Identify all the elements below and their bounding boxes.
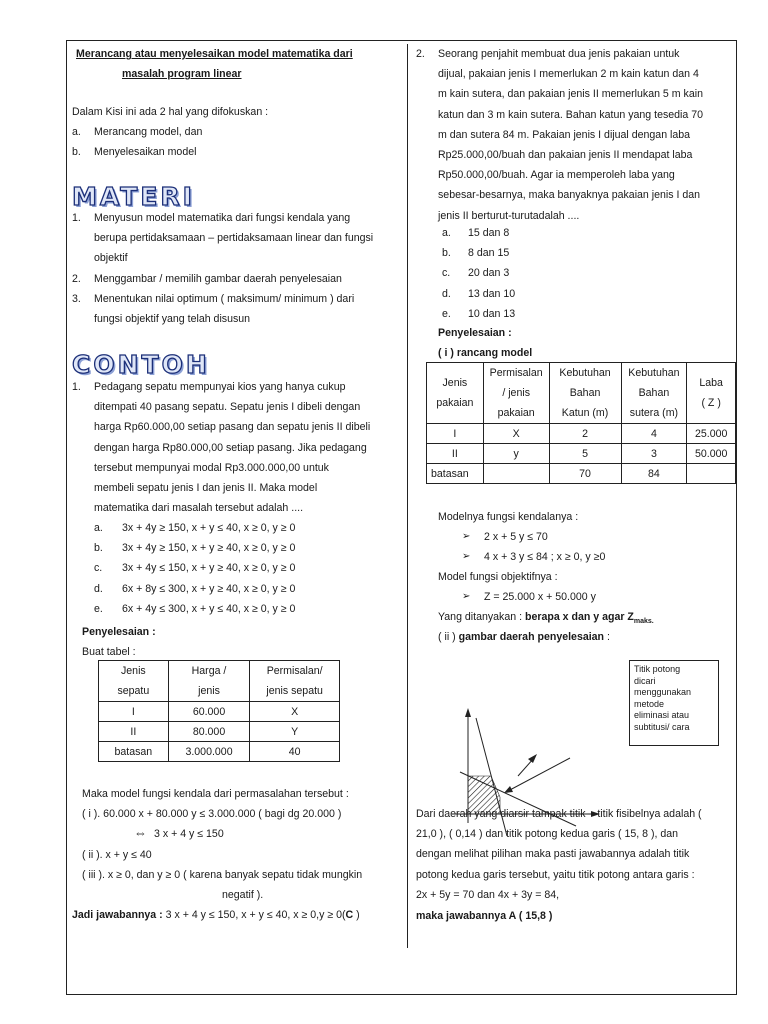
gambar-bold: gambar daerah penyelesaian [458, 631, 605, 643]
materi-item-text: fungsi objektif yang telah disusun [94, 313, 251, 325]
ditanya-line [438, 611, 654, 625]
table-row [99, 722, 340, 742]
table-cell: 70 [549, 464, 621, 484]
table-header-cell: Harga / jenis [168, 661, 250, 702]
table-row [99, 742, 340, 762]
conclusion-line: Dari daerah yang diarsir tampak titik – titik fisibelnya adalah ( [416, 808, 702, 820]
table-cell: 4 [621, 424, 687, 444]
table-header-cell: Kebutuhan Bahan Katun (m) [549, 363, 621, 424]
step-ii: ( ii ). x + y ≤ 40 [82, 849, 152, 861]
question-2-line: dijual, pakaian jenis I memerlukan 2 m kain katun dan 4 [438, 68, 699, 81]
option-label: d. [94, 582, 103, 595]
conclusion-line: 21,0 ), ( 0,14 ) dan titik potong kedua garis ( 15, 8 ), dan [416, 828, 679, 841]
option-label: b. [94, 542, 103, 555]
table-cell: I [427, 424, 484, 444]
option-text: 3x + 4y ≤ 150, x + y ≥ 40, x ≥ 0, y ≥ 0 [122, 562, 296, 575]
question-1-line: ditempati 40 pasang sepatu. Sepatu jenis I dibeli dengan [94, 401, 361, 414]
callout-line: metode [634, 698, 665, 709]
answer-label: Jadi jawabannya : [72, 909, 163, 921]
materi-item-number: 1. [72, 212, 81, 224]
y-axis-arrowhead [465, 708, 471, 717]
materi-item-number: 3. [72, 292, 81, 305]
answer-letter: C [345, 909, 354, 921]
ditanya-subscript: maks. [633, 618, 654, 626]
table-cell: 40 [250, 742, 340, 762]
question-2-line: m kain sutera, dan pakaian jenis II memerlukan 5 m kain [438, 88, 703, 101]
callout-pointer-line [508, 758, 570, 791]
arrowhead-bullet-icon: ➢ [462, 531, 471, 542]
gambar-line [438, 631, 610, 643]
ditanya-prefix: Yang ditanyakan : [438, 611, 525, 623]
gambar-prefix: ( ii ) [438, 631, 459, 643]
conclusion-line: potong kedua garis tersebut, yaitu titik potong antara garis : [416, 868, 695, 881]
intro-b-text: Menyelesaikan model [94, 146, 197, 158]
option-text: 3x + 4y ≥ 150, x + y ≥ 40, x ≥ 0, y ≥ 0 [122, 542, 296, 555]
callout-line: Titik potong [634, 664, 681, 674]
question-2-line: Rp25.000,00/buah dan pakaian jenis II mendapat laba [438, 149, 693, 161]
table-cell: II [427, 444, 484, 464]
question-1-line: dengan harga Rp80.000,00 setiap pasang. Jika pedagang [94, 441, 367, 454]
table-cell: II [99, 722, 169, 742]
question-1-line: matematika dari masalah tersebut adalah .... [94, 502, 304, 515]
question-2-line: Seorang penjahit membuat dua jenis pakaian untuk [438, 48, 680, 60]
materi-item-number: 2. [72, 272, 81, 285]
option-label: e. [94, 602, 103, 615]
materi-heading: MATERI [72, 182, 195, 211]
table-cell: 60.000 [168, 702, 250, 722]
table-cell: 84 [621, 464, 687, 484]
callout-arrowhead-icon-2 [528, 754, 537, 763]
conclusion-line: 2x + 5y = 70 dan 4x + 3y = 84, [416, 888, 560, 901]
table-cell: 80.000 [168, 722, 250, 742]
question-1-line: Pedagang sepatu mempunyai kios yang hanya cukup [94, 381, 346, 393]
step-i-result: 3 x + 4 y ≤ 150 [154, 828, 224, 840]
option-text: 6x + 8y ≤ 300, x + y ≥ 40, x ≥ 0, y ≥ 0 [122, 582, 296, 595]
table-header-cell: Jenis pakaian [427, 363, 484, 424]
question-1-line: membeli sepatu jenis I dan jenis II. Maka model [94, 482, 318, 494]
table-cell: y [483, 444, 549, 464]
answer-text: 3 x + 4 y ≤ 150, x + y ≤ 40, x ≥ 0,y ≥ 0( [162, 909, 346, 921]
step-iii-line-2: negatif ). [222, 889, 264, 901]
callout-line: menggunakan [634, 687, 692, 697]
intro-text: Dalam Kisi ini ada 2 hal yang difokuskan : [72, 106, 269, 118]
ditanya-bold: berapa x dan y agar Z [524, 611, 634, 623]
question-1-line: tersebut mempunyai modal Rp3.000.000,00 untuk [94, 461, 329, 474]
callout-arrowhead-icon [504, 786, 513, 793]
intro-a-text: Merancang model, dan [94, 126, 203, 138]
intro-b-label: b. [72, 146, 81, 158]
arrowhead-bullet-icon: ➢ [462, 551, 471, 563]
option-text: 15 dan 8 [468, 227, 510, 239]
table-header-cell: Permisalan / jenis pakaian [483, 363, 549, 424]
table-header-row [99, 661, 340, 702]
rancang-model-label: ( i ) rancang model [438, 347, 533, 359]
question-2-line: katun dan 3 m kain sutera. Bahan katun yang tesedia 70 [438, 108, 704, 121]
table-header-cell: Laba ( Z ) [687, 363, 736, 424]
column-divider [407, 44, 408, 948]
table-header-cell: Kebutuhan Bahan sutera (m) [621, 363, 687, 424]
penyelesaian-label: Penyelesaian : [82, 626, 156, 638]
table-cell [687, 464, 736, 484]
materi-item-text: Menggambar / memilih gambar daerah penyelesaian [94, 272, 342, 285]
conclusion-line: dengan melihat pilihan maka pasti jawabannya adalah titik [416, 848, 690, 861]
option-label: a. [442, 227, 451, 239]
option-label: d. [442, 287, 451, 300]
table-cell: 50.000 [687, 444, 736, 464]
callout-text [634, 664, 714, 733]
table-cell: I [99, 702, 169, 722]
table-cell: batasan [99, 742, 169, 762]
title-line-2: masalah program linear [122, 68, 242, 80]
option-text: 20 dan 3 [468, 267, 510, 280]
table-row [427, 424, 736, 444]
penyelesaian-label-2: Penyelesaian : [438, 327, 512, 339]
option-text: 8 dan 15 [468, 247, 510, 260]
question-2-line: Rp50.000,00/buah. Agar ia memperoleh laba yang [438, 169, 675, 182]
intro-a-label: a. [72, 126, 81, 138]
callout-line: dicari [634, 675, 656, 686]
step-iii-line-1: ( iii ). x ≥ 0, dan y ≥ 0 ( karena banyak sepatu tidak mungkin [82, 869, 363, 881]
table-cell: 2 [549, 424, 621, 444]
gambar-suffix: : [604, 631, 610, 643]
table-header-cell: Permisalan/ jenis sepatu [250, 661, 340, 702]
arrowhead-bullet-icon: ➢ [462, 591, 471, 602]
table-cell: 5 [549, 444, 621, 464]
question-1-number: 1. [72, 381, 81, 393]
option-text: 10 dan 13 [468, 307, 516, 320]
callout-box [629, 660, 719, 746]
table-row [427, 444, 736, 464]
sepatu-table [98, 660, 340, 762]
table-cell [483, 464, 549, 484]
kendala-item: 2 x + 5 y ≤ 70 [484, 531, 548, 543]
materi-item-text: berupa pertidaksamaan – pertidaksamaan linear dan fungsi [94, 232, 374, 245]
option-label: b. [442, 247, 451, 260]
option-text: 13 dan 10 [468, 287, 516, 300]
kendala-item: 4 x + 3 y ≤ 84 ; x ≥ 0, y ≥0 [484, 551, 606, 564]
option-text: 6x + 4y ≤ 300, x + y ≤ 40, x ≥ 0, y ≥ 0 [122, 602, 296, 615]
pakaian-table [426, 362, 736, 484]
model-objektif-label: Model fungsi objektifnya : [438, 571, 558, 583]
table-row [99, 702, 340, 722]
question-2-line: m dan sutera 84 m. Pakaian jenis I dijual dengan laba [438, 128, 691, 141]
option-label: c. [94, 562, 103, 575]
materi-item-text: objektif [94, 252, 128, 265]
table-header-cell: Jenis sepatu [99, 661, 169, 702]
buat-tabel-label: Buat tabel : [82, 646, 136, 658]
question-2-line: jenis II berturut-turutadalah .... [438, 209, 580, 222]
table-cell: X [483, 424, 549, 444]
question-2-number: 2. [416, 48, 425, 60]
callout-line: eliminasi atau [634, 710, 690, 720]
objektif-item: Z = 25.000 x + 50.000 y [484, 591, 596, 603]
answer-close: ) [353, 909, 360, 921]
option-label: e. [442, 307, 451, 320]
table-row [427, 464, 736, 484]
question-2-line: sebesar-besarnya, maka banyaknya pakaian jenis I dan [438, 189, 701, 202]
table-cell: Y [250, 722, 340, 742]
final-answer-2: maka jawabannya A ( 15,8 ) [416, 910, 553, 922]
option-label: a. [94, 522, 103, 534]
left-right-double-arrow-icon: ⇔ [134, 825, 147, 840]
option-label: c. [442, 267, 451, 280]
table-cell: 3.000.000 [168, 742, 250, 762]
model-kendala-label: Modelnya fungsi kendalanya : [438, 511, 579, 523]
table-cell: X [250, 702, 340, 722]
materi-item-text: Menyusun model matematika dari fungsi kendala yang [94, 212, 351, 224]
table-header-row [427, 363, 736, 424]
step-i: ( i ). 60.000 x + 80.000 y ≤ 3.000.000 ( bagi dg 20.000 ) [82, 808, 342, 820]
model-intro: Maka model fungsi kendala dari permasalahan tersebut : [82, 788, 349, 800]
title-line-1: Merancang atau menyelesaikan model matematika dari [76, 48, 353, 60]
materi-item-text: Menentukan nilai optimum ( maksimum/ minimum ) dari [94, 292, 355, 305]
table-cell: batasan [427, 464, 484, 484]
table-cell: 3 [621, 444, 687, 464]
contoh-heading: CONTOH [72, 350, 210, 379]
callout-line: subtitusi/ cara [634, 721, 690, 732]
question-1-line: harga Rp60.000,00 setiap pasang dan sepatu jenis II dibeli [94, 421, 371, 434]
table-cell: 25.000 [687, 424, 736, 444]
option-text: 3x + 4y ≥ 150, x + y ≤ 40, x ≥ 0, y ≥ 0 [122, 522, 296, 534]
final-answer-1 [72, 909, 360, 921]
